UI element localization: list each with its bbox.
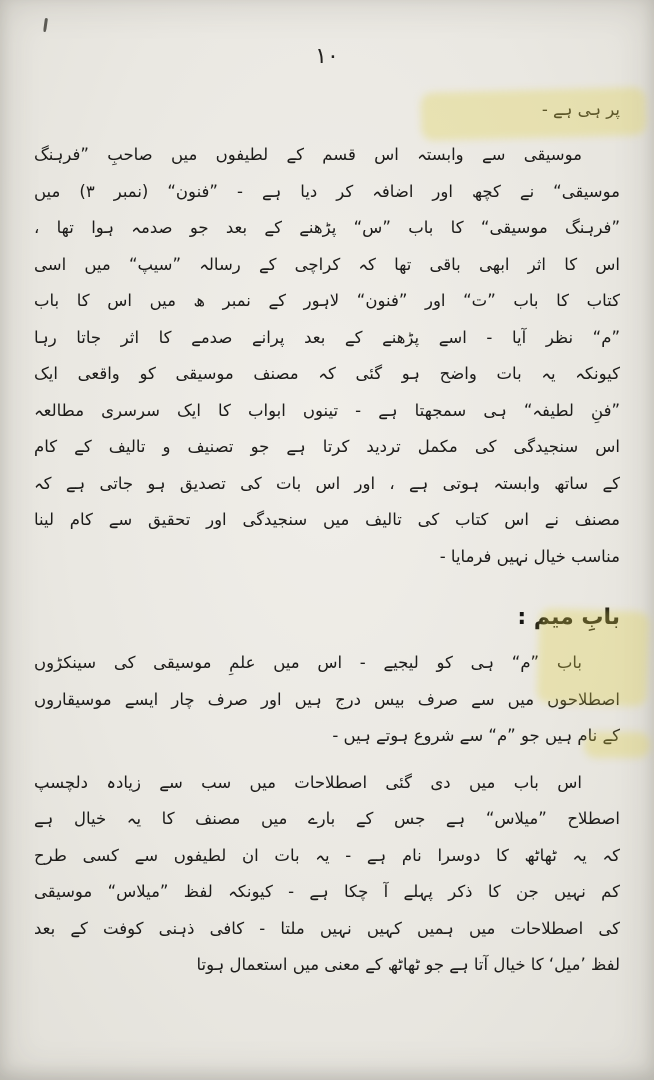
text-line: ”م“ نظر آیا - اسے پڑھنے کے بعد پرانے صدمے کا اثر جاتا رہا [34, 327, 620, 347]
text-line: کم نہیں جن کا ذکر پہلے آ چکا ہے - کیونکہ لفظ ”میلاس“ موسیقی [34, 882, 620, 901]
text-line: باب ”م“ ہی کو لیجیے - اس میں علمِ موسیقی کی سینکڑوں [34, 653, 582, 672]
paragraph-1 [34, 137, 620, 575]
text-line: اس سنجیدگی کی مکمل تردید کرتا ہے جو تصنیف و تالیف کے کام [34, 437, 620, 456]
text-line: کیونکہ یہ بات واضح ہو گئی کہ مصنف موسیقی کو واقعی ایک [34, 364, 620, 383]
text-line: اس باب میں دی گئی اصطلاحات میں سب سے زیادہ دلچسپ [34, 772, 582, 792]
stray-ink-mark [43, 18, 48, 32]
text-line: مصنف نے اس کتاب کی تالیف میں سنجیدگی اور تحقیق سے کام لینا [34, 510, 620, 529]
text-line: لفظ ’میل‘ کا خیال آتا ہے جو ٹھاٹھ کے معنی میں استعمال ہوتا [196, 955, 620, 974]
text-line: کتاب کا باب ”ت“ اور ”فنون“ لاہور کے نمبر ھ میں اس کا باب [34, 291, 620, 310]
text-line: ”فنِ لطیفہ“ ہی سمجھتا ہے - تینوں ابواب کا ایک سرسری مطالعہ [34, 400, 620, 420]
section-heading-bab-e-meem: بابِ میم : [517, 605, 620, 630]
text-line: اصطلاحوں میں سے صرف بیس درج ہیں اور صرف چار ایسے موسیقاروں [34, 689, 620, 709]
text-line: ”فرہنگ موسیقی“ کا باب ”س“ پڑھنے کے بعد جو صدمہ ہوا تھا ، [34, 218, 620, 237]
text-line: موسیقی“ نے کچھ اور اضافہ کر دیا ہے - ”فنون“ (نمبر ۳) میں [34, 181, 620, 201]
paragraph-2 [34, 645, 620, 755]
carryover-line: پر ہی ہے - [541, 100, 620, 119]
page-text-block [0, 93, 654, 984]
text-line: کے نام ہیں جو ”م“ سے شروع ہوتے ہیں - [332, 726, 620, 745]
text-line: اس کا اثر ابھی باقی تھا کہ کراچی کے رسالہ ”سیپ“ میں اسی [34, 254, 620, 274]
text-line: کی اصطلاحات میں ہمیں کہیں نہیں ملتا - کافی ذہنی کوفت کے بعد [34, 918, 620, 938]
text-line: کے ساتھ وابستہ ہوتی ہے ، اور اس بات کی تصدیق ہو جاتی ہے کہ [34, 473, 620, 493]
text-line: اصطلاح ”میلاس“ ہے جس کے بارے میں مصنف کا یہ خیال ہے [34, 809, 620, 828]
text-line: مناسب خیال نہیں فرمایا - [439, 546, 620, 566]
text-line: موسیقی سے وابستہ اس قسم کے لطیفوں میں صاحبِ ”فرہنگ [34, 145, 582, 164]
text-line: کہ یہ ٹھاٹھ کا دوسرا نام ہے - یہ بات ان لطیفوں سے کسی طرح [34, 845, 620, 865]
page-number: ۱۰ [315, 44, 339, 69]
paragraph-3 [34, 765, 620, 984]
